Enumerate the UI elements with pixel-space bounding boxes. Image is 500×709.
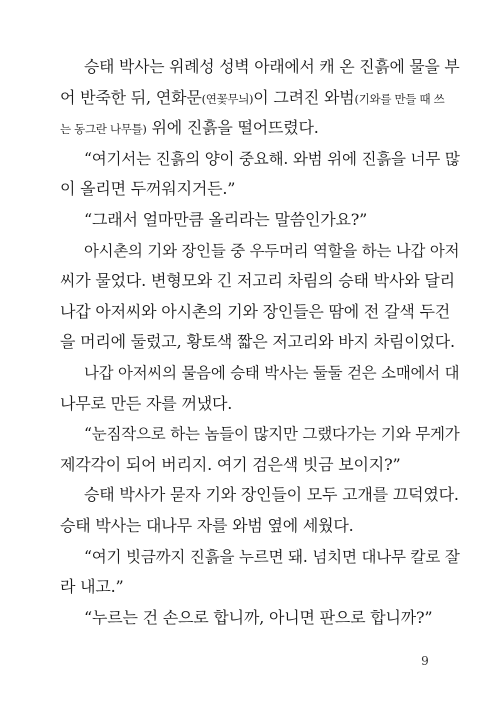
text-span: “그래서 얼마만큼 올리라는 말씀인가요?” <box>84 209 368 229</box>
text-line <box>60 603 460 634</box>
text-span: 이 올리면 두꺼워지거든.” <box>60 179 236 199</box>
text-line <box>60 511 460 542</box>
text-span: 나갑 아저씨와 아시촌의 기와 장인들은 땀에 전 갈색 두건 <box>60 301 450 321</box>
text-line <box>60 205 460 236</box>
text-span: 위에 진흙을 떨어뜨렸다. <box>146 118 319 138</box>
text-span: 승태 박사가 묻자 기와 장인들이 모두 고개를 끄덕였다. <box>84 485 459 505</box>
text-line <box>60 450 460 481</box>
text-line <box>60 83 460 114</box>
page-number: 9 <box>421 654 429 668</box>
text-span: “누르는 건 손으로 합니까, 아니면 판으로 합니까?” <box>84 607 433 627</box>
text-line <box>60 113 460 144</box>
text-span: 아시촌의 기와 장인들 중 우두머리 역할을 하는 나갑 아저 <box>84 241 460 260</box>
text-span: 승태 박사는 위례성 성벽 아래에서 캐 온 진흙에 물을 부 <box>84 57 460 76</box>
annotation-span: (기와를 만들 때 쓰 <box>354 91 445 106</box>
text-span: 어 반죽한 뒤, 연화문 <box>60 87 202 107</box>
text-span: “여기 빗금까지 진흙을 누르면 돼. 넘치면 대나무 칼로 잘 <box>84 547 460 566</box>
text-span: 이 그려진 와범 <box>253 87 355 107</box>
text-line <box>60 358 460 389</box>
text-span: 라 내고.” <box>60 577 124 597</box>
text-line <box>60 327 460 358</box>
text-line <box>60 52 460 83</box>
text-line <box>60 542 460 573</box>
annotation-span: 는 동그란 나무틀) <box>60 122 147 137</box>
text-line <box>60 419 460 450</box>
text-line <box>60 572 460 603</box>
text-line <box>60 389 460 420</box>
text-span: 제각각이 되어 버리지. 여기 검은색 빗금 보이지?” <box>60 454 401 474</box>
annotation-span: (연꽃무늬) <box>201 91 254 106</box>
text-span: 승태 박사는 대나무 자를 와범 옆에 세웠다. <box>60 515 354 535</box>
text-span: 나무로 만든 자를 꺼냈다. <box>60 393 233 413</box>
text-line <box>60 266 460 297</box>
text-span: “눈짐작으로 하는 놈들이 많지만 그랬다가는 기와 무게가 <box>84 425 460 444</box>
text-line <box>60 174 460 205</box>
text-span: 을 머리에 둘렀고, 황토색 짧은 저고리와 바지 차림이었다. <box>60 332 455 352</box>
text-span: 씨가 물었다. 변형모와 긴 저고리 차림의 승태 박사와 달리 <box>60 271 455 291</box>
text-span: 나갑 아저씨의 물음에 승태 박사는 둘둘 걷은 소매에서 대 <box>84 363 460 382</box>
text-line <box>60 480 460 511</box>
body-text <box>60 52 460 633</box>
text-line <box>60 297 460 328</box>
text-span: “여기서는 진흙의 양이 중요해. 와범 위에 진흙을 너무 많 <box>84 149 460 168</box>
text-line <box>60 144 460 175</box>
text-line <box>60 236 460 267</box>
